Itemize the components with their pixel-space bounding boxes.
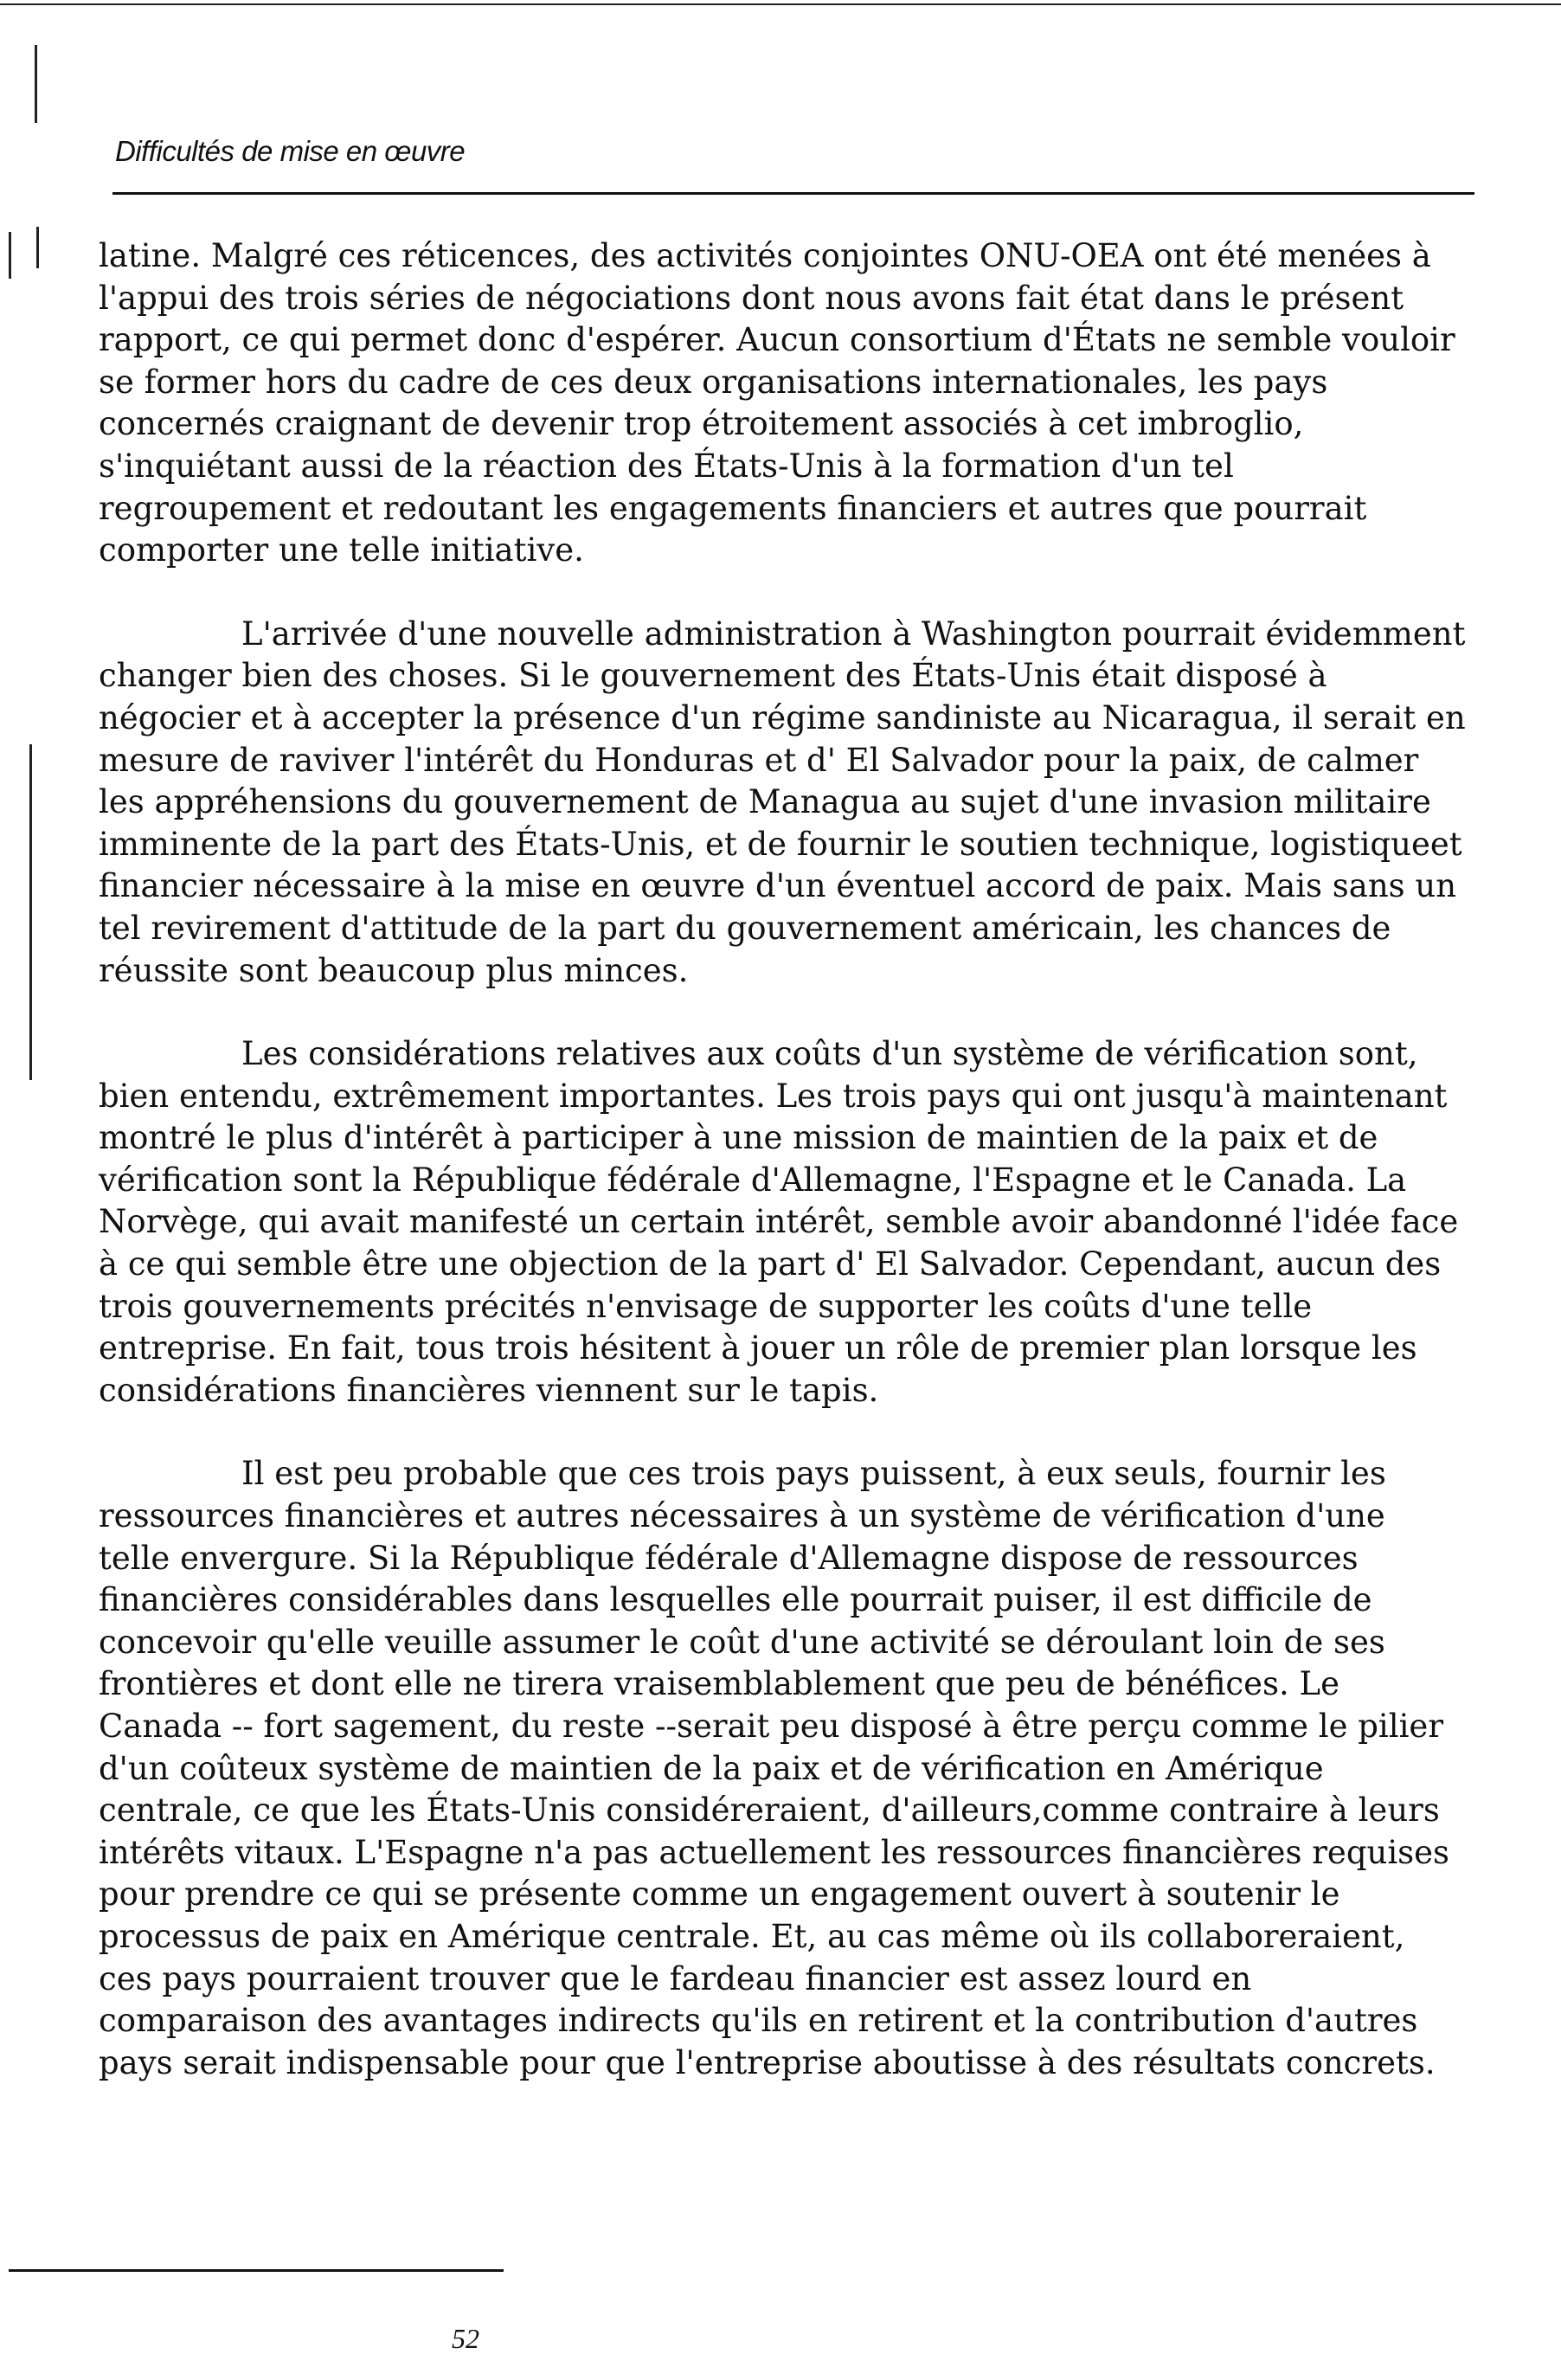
paragraph-4: Il est peu probable que ces trois pays puissent, à eux seuls, fournir les ressources financières et autres nécessaires à un système de vérification d'une telle envergure. Si la République fédérale d'Allemagne dispose de ressources financières considérables dans lesquelles elle pourrait puiser, il est difficile de concevoir qu'elle veuille assumer le coût d'une activité se déroulant loin de ses frontières et dont elle ne tirera vraisemblablement que peu de bénéfices. Le Canada -- fort sagement, du reste --serait peu disposé à être perçu comme le pilier d'un coûteux système de maintien de la paix et de vérification en Amérique centrale, ce que les États-Unis considéreraient, d'ailleurs,comme contraire à leurs intérêts vitaux. L'Espagne n'a pas actuellement les ressources financières requises pour prendre ce qui se présente comme un engagement ouvert à soutenir le processus de paix en Amérique centrale. Et, au cas même où ils collaboreraient, ces pays pourraient trouver que le fardeau financier est assez lourd en comparaison des avantages indirects qu'ils en retirent et la contribution d'autres pays serait indispensable pour que l'entreprise aboutisse à des résultats concrets. [99,1455,1450,2081]
margin-mark [29,744,32,1080]
paragraph-3: Les considérations relatives aux coûts d'un système de vérification sont, bien entendu, extrêmement importantes. Les trois pays qui ont jusqu'à maintenant montré le plus d'intérêt à participer à une mission de maintien de la paix et de vérification sont la République fédérale d'Allemagne, l'Espagne et le Canada. La Norvège, qui avait manifesté un certain intérêt, semble avoir abandonné l'idée face à ce qui semble être une objection de la part d' El Salvador. Cependant, aucun des trois gouvernements précités n'envisage de supporter les coûts d'une telle entreprise. En fait, tous trois hésitent à jouer un rôle de premier plan lorsque les considérations financières viennent sur le tapis. [99,1035,1459,1409]
paragraph-1: latine. Malgré ces réticences, des activités conjointes ONU-OEA ont été menées à l'appui des trois séries de négociations dont nous avons fait état dans le présent rapport, ce qui permet donc d'espérer. Aucun consortium d'États ne semble vouloir se former hors du cadre de ces deux organisations internationales, les pays concernés craignant de devenir trop étroitement associés à cet imbroglio, s'inquiétant aussi de la réaction des États-Unis à la formation d'un tel regroupement et redoutant les engagements financiers et autres que pourrait comporter une telle initiative. [99,237,1455,569]
margin-mark [35,45,37,123]
running-header: Difficultés de mise en œuvre [115,135,466,167]
page-top-edge [0,3,1561,5]
page-number: 52 [452,2323,479,2354]
margin-mark [9,232,11,279]
margin-mark [36,227,39,268]
footer-rule [9,2269,504,2272]
header-rule [112,192,1474,195]
document-body [99,235,1466,2084]
paragraph-2: L'arrivée d'une nouvelle administration à Washington pourrait évidemment changer bien des choses. Si le gouvernement des États-Unis était disposé à négocier et à accepter la présence d'un régime sandiniste au Nicaragua, il serait en mesure de raviver l'intérêt du Honduras et d' El Salvador pour la paix, de calmer les appréhensions du gouvernement de Managua au sujet d'une invasion militaire imminente de la part des États-Unis, et de fournir le soutien technique, logistiqueet financier nécessaire à la mise en œuvre d'un éventuel accord de paix. Mais sans un tel revirement d'attitude de la part du gouvernement américain, les chances de réussite sont beaucoup plus minces. [99,614,1466,989]
